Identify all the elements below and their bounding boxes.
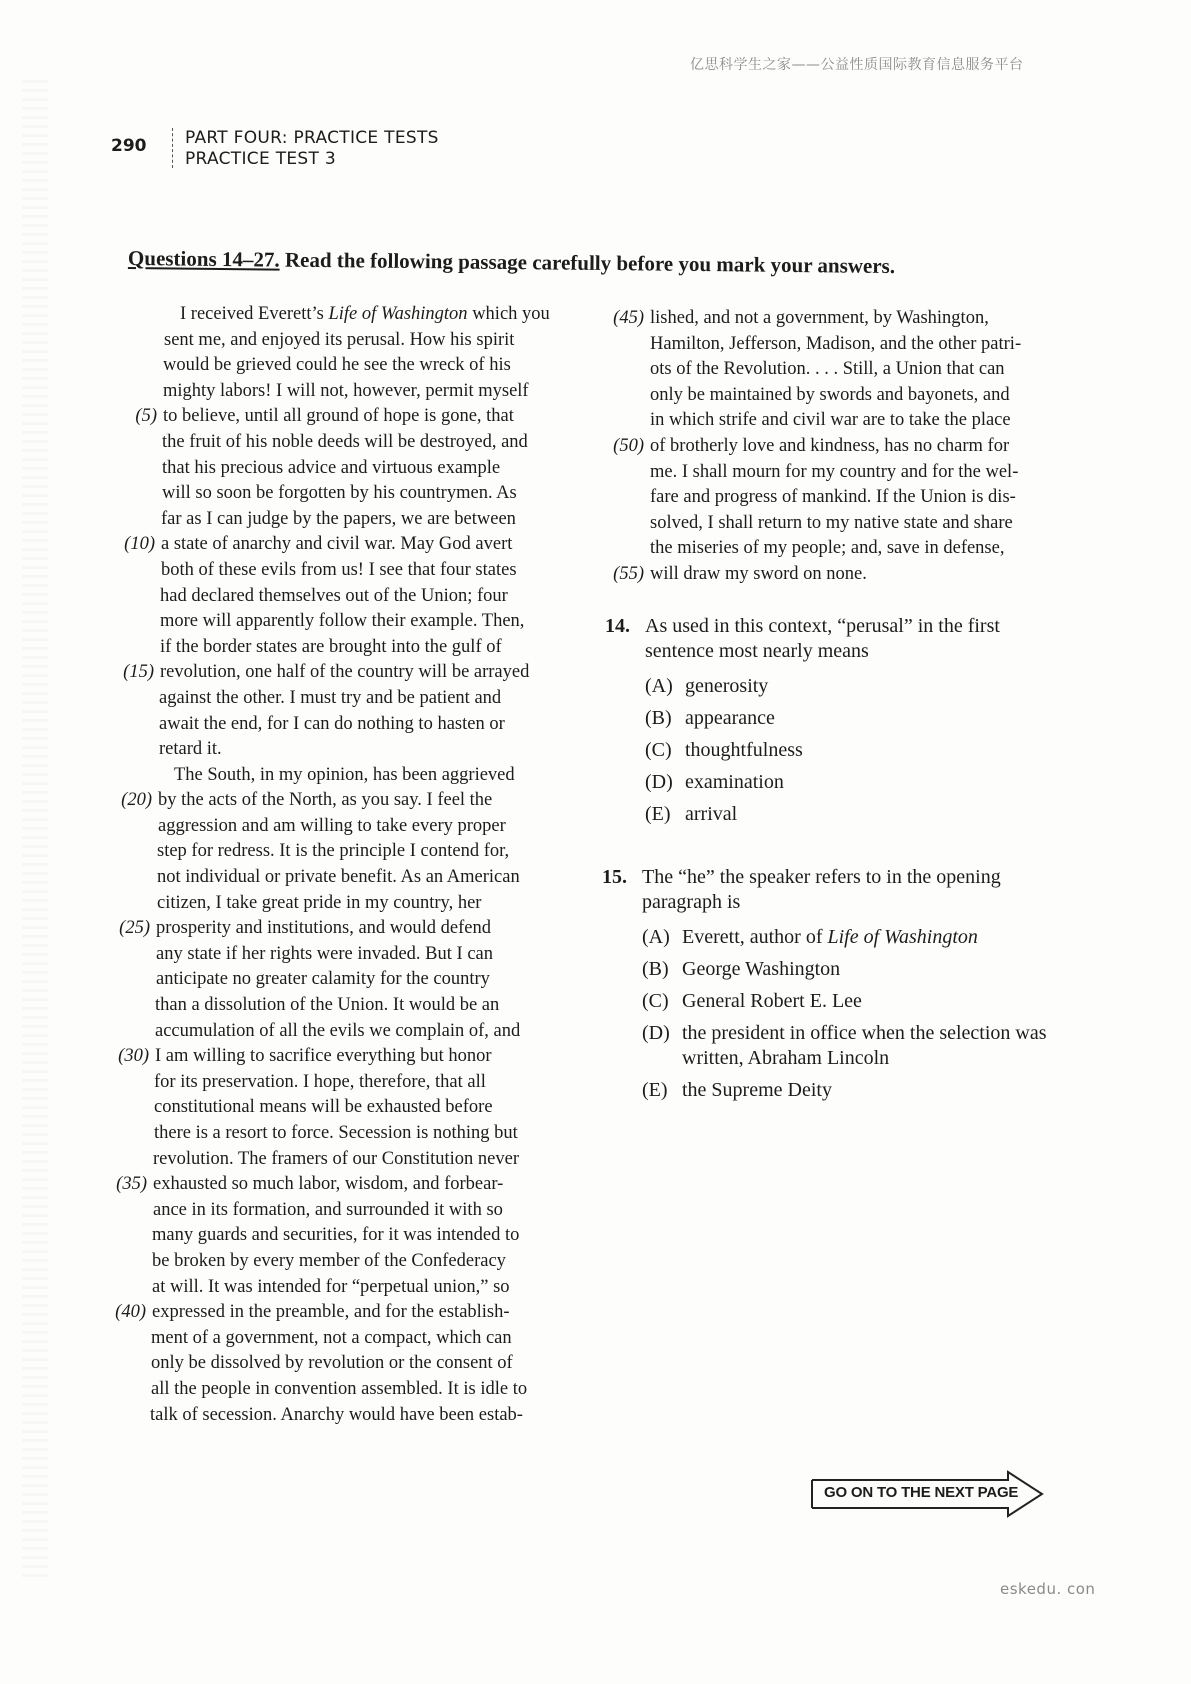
passage-text: I am willing to sacrifice everything but honor [155, 1046, 492, 1067]
passage-line [92, 763, 562, 789]
passage-text: revolution. The framers of our Constitution never [153, 1148, 519, 1169]
answer-choice[interactable] [645, 802, 1075, 827]
passage-line [92, 1070, 562, 1096]
passage-line [92, 788, 562, 814]
passage-line [92, 686, 562, 712]
passage-line [92, 302, 562, 328]
choice-text: the Supreme Deity [682, 1079, 832, 1101]
passage-text: fare and progress of mankind. If the Union is dis- [650, 487, 1016, 508]
passage-line [92, 1403, 562, 1429]
question-number: 14. [605, 615, 630, 637]
question-text [642, 865, 1072, 915]
choice-text: appearance [685, 707, 775, 729]
passage-line [92, 1249, 562, 1275]
question-number: 15. [602, 866, 627, 888]
passage-text: solved, I shall return to my native state and share [650, 512, 1013, 533]
passage-line [92, 456, 562, 482]
passage-line [92, 1147, 562, 1173]
passage-text: many guards and securities, for it was intended to [152, 1225, 520, 1246]
passage-text: sent me, and enjoyed its perusal. How his spirit [164, 329, 515, 350]
passage-line [92, 584, 562, 610]
passage-text: await the end, for I can do nothing to hasten or [159, 713, 505, 734]
answer-choices [645, 674, 1075, 827]
go-on-label: GO ON TO THE NEXT PAGE [824, 1484, 1019, 1501]
choice-letter: (E) [645, 803, 671, 825]
choice-letter: (B) [645, 707, 672, 729]
questions-range: Questions 14–27. [127, 246, 280, 272]
passage-text: a state of anarchy and civil war. May God avert [161, 534, 513, 555]
question-text [645, 614, 1075, 664]
line-number: (10) [124, 534, 155, 555]
line-number: (50) [613, 435, 644, 456]
passage-text: constitutional means will be exhausted before [154, 1097, 493, 1118]
passage-text: of brotherly love and kindness, has no charm for [650, 435, 1010, 456]
passage-text: aggression and am willing to take every proper [158, 815, 506, 836]
page-number: 290 [111, 136, 147, 156]
choice-letter: (C) [642, 990, 669, 1012]
passage-text: ots of the Revolution. . . . Still, a Union that can [650, 359, 1005, 380]
passage-line [92, 1275, 562, 1301]
line-number: (25) [119, 918, 150, 939]
choice-text: Everett, author of Life of Washington [682, 926, 978, 948]
passage-line [92, 1095, 562, 1121]
passage-text: to believe, until all ground of hope is gone, that [163, 406, 514, 427]
passage-text: mighty labors! I will not, however, permit myself [163, 380, 529, 401]
choice-letter: (C) [645, 739, 672, 761]
passage-line [92, 1198, 562, 1224]
passage-line [92, 430, 562, 456]
answer-choice[interactable] [645, 770, 1075, 795]
passage-line [600, 357, 1070, 383]
passage-line [600, 536, 1070, 562]
passage-line [92, 635, 562, 661]
passage-text: talk of secession. Anarchy would have been estab- [150, 1404, 523, 1425]
choice-text: George Washington [682, 958, 841, 980]
passage-line [92, 1172, 562, 1198]
passage-text: the fruit of his noble deeds will be destroyed, and [162, 431, 528, 452]
passage-text: anticipate no greater calamity for the country [156, 969, 490, 990]
passage-line [92, 1377, 562, 1403]
passage-line [92, 1121, 562, 1147]
passage-line [92, 839, 562, 865]
passage-line [92, 993, 562, 1019]
answer-choice[interactable] [642, 989, 1072, 1014]
passage-line [600, 562, 1070, 588]
passage-line [600, 460, 1070, 486]
passage-line [92, 712, 562, 738]
passage-line [92, 865, 562, 891]
passage-line [92, 814, 562, 840]
passage-text: not individual or private benefit. As an American [157, 867, 520, 888]
choice-text: thoughtfulness [685, 739, 803, 761]
passage-text: by the acts of the North, as you say. I feel the [158, 790, 493, 811]
choice-letter: (D) [642, 1022, 670, 1044]
passage-line [92, 481, 562, 507]
passage-text: retard it. [159, 739, 222, 760]
passage-text: any state if her rights were invaded. But I can [156, 943, 493, 964]
header-divider [172, 128, 174, 168]
question-stem-line: As used in this context, “perusal” in the first [645, 615, 1000, 637]
passage-column-right [600, 306, 1070, 588]
question-15 [602, 865, 1072, 1110]
passage-line [92, 532, 562, 558]
passage-line [92, 1223, 562, 1249]
passage-line [92, 1044, 562, 1070]
passage-text: step for redress. It is the principle I contend for, [157, 841, 510, 862]
passage-line [92, 609, 562, 635]
passage-line [92, 353, 562, 379]
passage-text: me. I shall mourn for my country and for the wel- [650, 461, 1019, 482]
answer-choice[interactable] [645, 706, 1075, 731]
passage-text: revolution, one half of the country will be arrayed [160, 662, 530, 683]
passage-line [92, 916, 562, 942]
passage-line [600, 485, 1070, 511]
passage-line [92, 328, 562, 354]
question-stem-line: paragraph is [642, 891, 741, 913]
answer-choice[interactable] [642, 925, 1072, 950]
choice-letter: (E) [642, 1079, 668, 1101]
passage-text: would be grieved could he see the wreck of his [163, 355, 511, 376]
answer-choice[interactable] [642, 957, 1072, 982]
running-head-part: PART FOUR: PRACTICE TESTS [185, 128, 439, 148]
passage-line [92, 507, 562, 533]
question-14 [605, 614, 1075, 834]
passage-line [92, 1300, 562, 1326]
passage-text: Hamilton, Jefferson, Madison, and the other patri- [650, 333, 1022, 354]
passage-text: at will. It was intended for “perpetual union,” so [152, 1276, 510, 1297]
passage-text: be broken by every member of the Confederacy [152, 1250, 506, 1271]
choice-letter: (D) [645, 771, 673, 793]
passage-text: citizen, I take great pride in my country, her [157, 892, 482, 913]
passage-text: will so soon be forgotten by his countrymen. As [162, 483, 517, 504]
passage-text: accumulation of all the evils we complain of, and [155, 1020, 521, 1041]
line-number: (20) [121, 790, 152, 811]
running-head [185, 128, 439, 170]
go-on-next-page [810, 1470, 1050, 1518]
passage-line [92, 1351, 562, 1377]
instructions-text: Read the following passage carefully before you mark your answers. [279, 247, 896, 279]
passage-line [600, 511, 1070, 537]
passage-line [92, 660, 562, 686]
answer-choices [642, 925, 1072, 1103]
passage-line [92, 1019, 562, 1045]
answer-choice[interactable] [642, 1078, 1072, 1103]
choice-text: General Robert E. Lee [682, 990, 862, 1012]
passage-text: there is a resort to force. Secession is nothing but [154, 1123, 518, 1143]
answer-choice[interactable] [645, 738, 1075, 763]
passage-text: will draw my sword on none. [650, 563, 867, 584]
passage-column-left [92, 302, 562, 1428]
passage-text: than a dissolution of the Union. It would be an [155, 995, 500, 1016]
passage-text: both of these evils from us! I see that four states [161, 559, 517, 580]
passage-line [600, 332, 1070, 358]
passage-text: against the other. I must try and be patient and [159, 687, 502, 708]
passage-text: had declared themselves out of the Union; four [160, 585, 508, 606]
passage-line [600, 408, 1070, 434]
passage-text: if the border states are brought into the gulf of [160, 636, 502, 657]
passage-line [92, 891, 562, 917]
choice-text: the president in office when the selection was written, Abraham Lincoln [682, 1022, 1047, 1069]
passage-line [92, 404, 562, 430]
choice-letter: (A) [645, 675, 673, 697]
questions-instructions [128, 246, 928, 279]
line-number: (45) [613, 308, 644, 328]
passage-text: The South, in my opinion, has been aggrieved [174, 764, 515, 785]
passage-text: ance in its formation, and surrounded it with so [153, 1199, 503, 1220]
passage-line [92, 942, 562, 968]
choice-text: generosity [685, 675, 769, 697]
passage-text: in which strife and civil war are to take the place [650, 410, 1011, 431]
question-stem [602, 865, 1072, 915]
passage-text: the miseries of my people; and, save in defense, [650, 538, 1005, 559]
passage-text: expressed in the preamble, and for the establish- [152, 1302, 510, 1323]
passage-text: all the people in convention assembled. It is idle to [151, 1378, 528, 1399]
passage-text: far as I can judge by the papers, we are between [161, 508, 516, 529]
passage-line [92, 967, 562, 993]
line-number: (40) [115, 1302, 146, 1323]
passage-text: lished, and not a government, by Washington, [650, 308, 989, 328]
running-head-test: PRACTICE TEST 3 [185, 149, 337, 169]
passage-text: ment of a government, not a compact, which can [151, 1327, 512, 1348]
passage-text: exhausted so much labor, wisdom, and forbear- [153, 1174, 504, 1195]
passage-text: that his precious advice and virtuous example [162, 457, 501, 478]
passage-line [92, 379, 562, 405]
passage-line [600, 383, 1070, 409]
passage-text: only be maintained by swords and bayonets, and [650, 384, 1010, 405]
question-stem-line: sentence most nearly means [645, 640, 869, 662]
passage-text: I received Everett’s Life of Washington which you [180, 304, 550, 324]
passage-line [600, 434, 1070, 460]
choice-letter: (B) [642, 958, 669, 980]
passage-line [92, 737, 562, 763]
watermark-top: 亿思科学生之家——公益性质国际教育信息服务平台 [690, 57, 1024, 73]
line-number: (15) [123, 662, 154, 683]
passage-line [600, 306, 1070, 332]
passage-line [92, 558, 562, 584]
passage-text: for its preservation. I hope, therefore, that all [154, 1071, 486, 1092]
answer-choice[interactable] [645, 674, 1075, 699]
line-number: (30) [118, 1046, 149, 1067]
passage-line [92, 1326, 562, 1352]
choice-text: arrival [685, 803, 738, 825]
choice-text: examination [685, 771, 784, 793]
question-stem [605, 614, 1075, 664]
passage-text: more will apparently follow their example. Then, [160, 611, 525, 632]
question-stem-line: The “he” the speaker refers to in the opening [642, 866, 1001, 888]
choice-letter: (A) [642, 926, 670, 948]
answer-choice[interactable] [642, 1021, 1072, 1071]
line-number: (55) [613, 563, 644, 584]
line-number: (35) [116, 1174, 147, 1195]
passage-text: only be dissolved by revolution or the consent of [151, 1353, 513, 1374]
passage-text: prosperity and institutions, and would defend [156, 918, 492, 939]
scan-edge-artifact [22, 80, 48, 1580]
watermark-bottom: eskedu. con [1000, 1580, 1096, 1598]
line-number: (5) [135, 406, 157, 427]
